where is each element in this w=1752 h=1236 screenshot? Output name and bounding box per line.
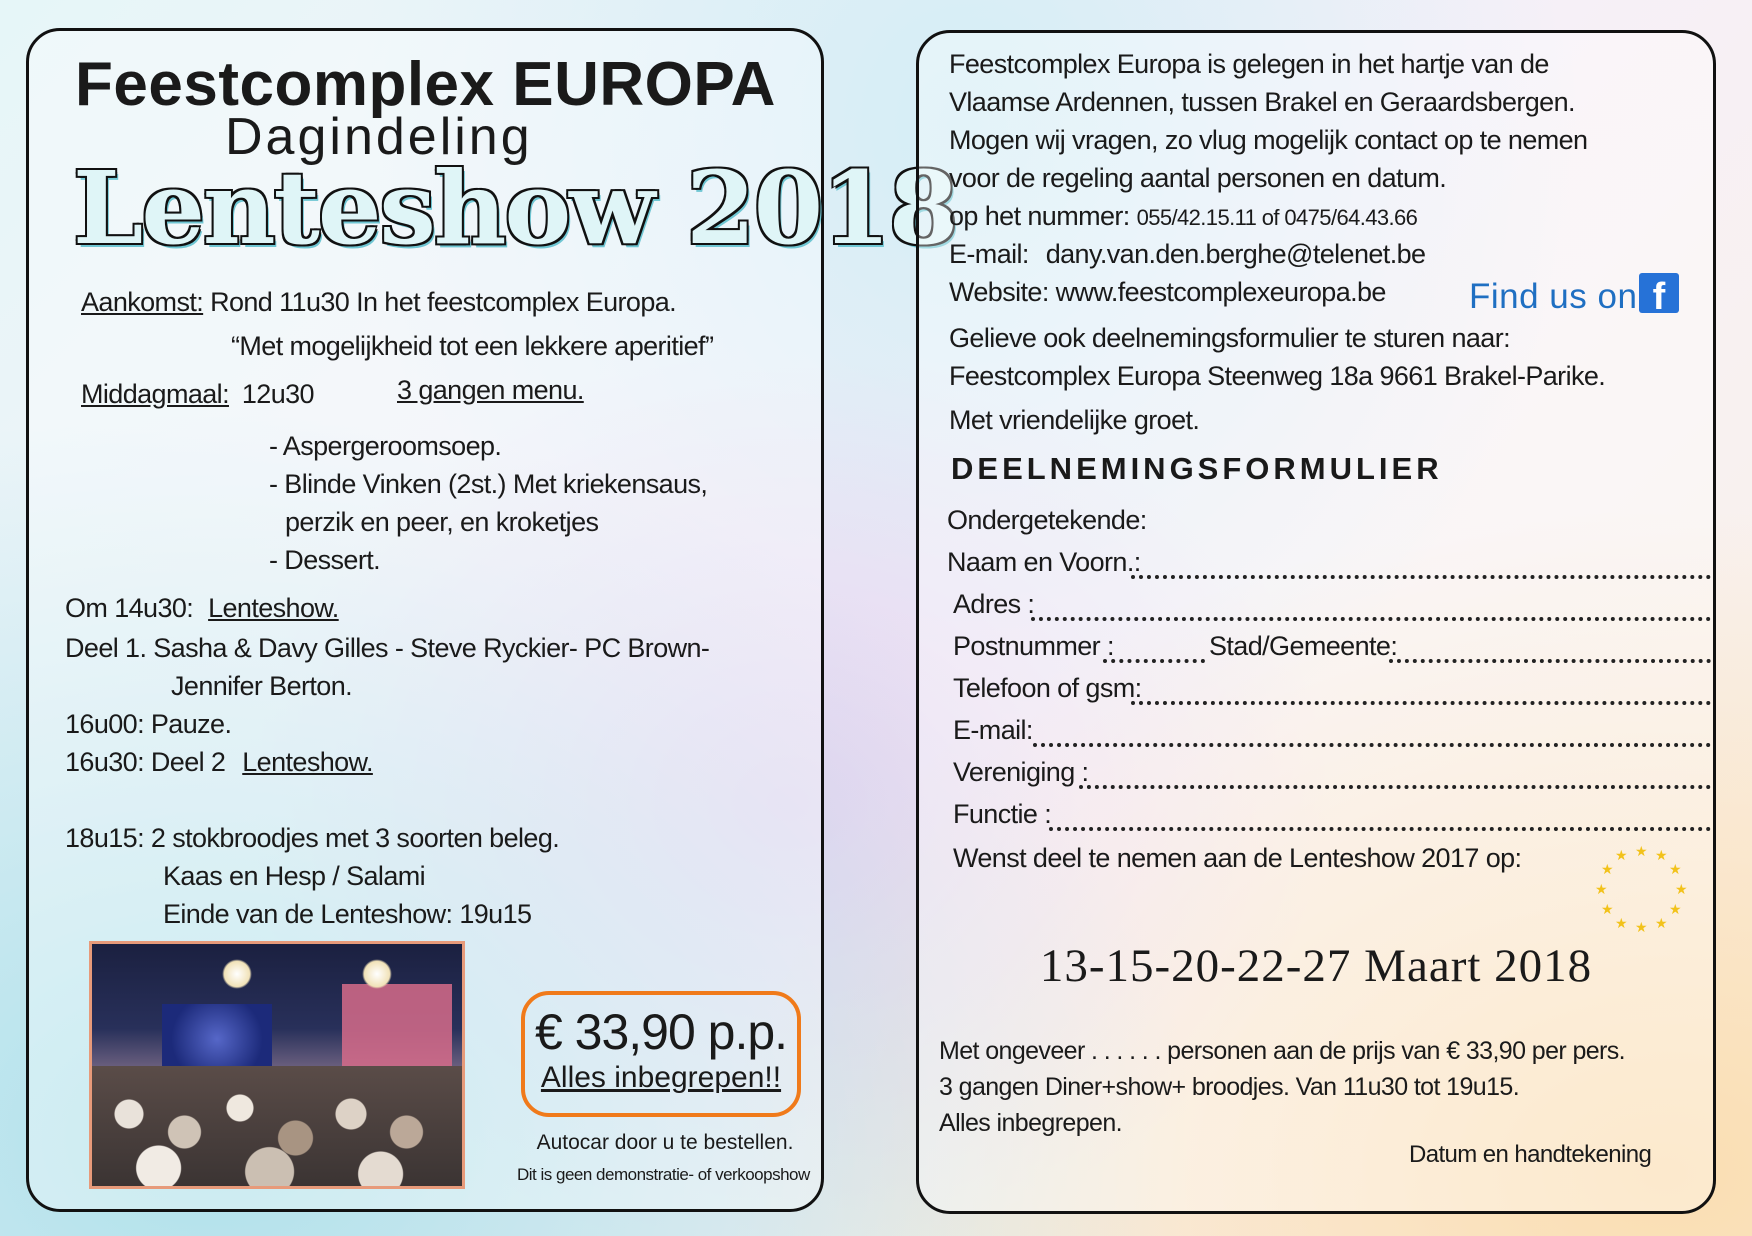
price-box (521, 991, 801, 1117)
signature-label: Datum en handtekening (1409, 1141, 1652, 1168)
show-dates: 13-15-20-22-27 Maart 2018 (1039, 940, 1593, 992)
postcode-field[interactable] (1103, 659, 1205, 663)
bottom-line: 3 gangen Diner+show+ broodjes. Van 11u30 tot 19u15. (939, 1073, 1520, 1101)
email-line: E-mail: dany.van.den.berghe@telenet.be (949, 239, 1426, 269)
name-label: Naam en Voorn.: (947, 547, 1141, 577)
participate-line: Wenst deel te nemen aan de Lenteshow 2017 op: (953, 843, 1522, 873)
arrival-label: Aankomst: (81, 287, 204, 317)
intro-line: Mogen wij vragen, zo vlug mogelijk contact op te nemen (949, 125, 1588, 155)
menu-item: - Dessert. (269, 545, 381, 575)
club-field[interactable] (1079, 785, 1711, 789)
postcode-label: Postnummer : (953, 631, 1114, 661)
club-label: Vereniging : (953, 757, 1089, 787)
find-us-text[interactable]: Find us on (1469, 277, 1638, 316)
email-field[interactable] (1033, 743, 1711, 747)
disclaimer: Dit is geen demonstratie- of verkoopshow (517, 1165, 810, 1184)
arrival-text: Rond 11u30 In het feestcomplex Europa. (210, 287, 677, 317)
program-subtitle: Dagindeling (225, 108, 533, 166)
price-subtext: Alles inbegrepen!! (540, 1061, 782, 1094)
part1-line: Deel 1. Sasha & Davy Gilles - Steve Ryckier- PC Brown- (65, 633, 710, 663)
address-line: Feestcomplex Europa Steenweg 18a 9661 Brakel-Parike. (949, 361, 1606, 391)
phone-field[interactable] (1131, 701, 1711, 705)
website-link[interactable]: www.feestcomplexeuropa.be (1055, 277, 1386, 307)
undersigned-label: Ondergetekende: (947, 505, 1147, 535)
price-text: € 33,90 p.p. (534, 1004, 788, 1060)
greeting: Met vriendelijke groet. (949, 405, 1200, 435)
function-label: Functie : (953, 799, 1052, 829)
program-panel (26, 28, 957, 1212)
arrival-line (81, 287, 676, 318)
order-panel (916, 30, 1716, 1214)
address-label: Adres : (953, 589, 1035, 619)
intro-line: Vlaamse Ardennen, tussen Brakel en Geraardsbergen. (949, 87, 1575, 117)
show-title: Lenteshow 2018 (73, 149, 957, 267)
evening-line: 18u15: 2 stokbroodjes met 3 soorten beleg. (65, 823, 560, 853)
intro-line: Feestcomplex Europa is gelegen in het hartje van de (949, 49, 1549, 79)
send-line: Gelieve ook deelnemingsformulier te sturen naar: (949, 323, 1511, 353)
menu-item: - Blinde Vinken (2st.) Met kriekensaus, (269, 469, 708, 499)
menu-item: perzik en peer, en kroketjes (285, 507, 599, 537)
venue-title: Feestcomplex EUROPA (75, 50, 776, 119)
city-field[interactable] (1389, 659, 1711, 663)
intro-line: voor de regeling aantal personen en datum. (949, 163, 1447, 193)
email-label: E-mail: (953, 715, 1033, 745)
end-line: Einde van de Lenteshow: 19u15 (163, 899, 532, 929)
aperitif-note: “Met mogelijkheid tot een lekkere aperitief” (231, 331, 714, 361)
email-link[interactable]: dany.van.den.berghe@telenet.be (1045, 239, 1426, 269)
function-field[interactable] (1049, 827, 1711, 831)
pause-line: 16u00: Pauze. (65, 709, 232, 739)
menu-item: - Aspergeroomsoep. (269, 431, 502, 461)
bottom-line: Met ongeveer . . . . . . personen aan de prijs van € 33,90 per pers. (939, 1037, 1626, 1065)
address-field[interactable] (1031, 617, 1711, 621)
evening-continued: Kaas en Hesp / Salami (163, 861, 426, 891)
lunch-label: Middagmaal: 12u30 (81, 379, 314, 409)
menu-label: 3 gangen menu. (397, 375, 584, 405)
eu-stars-icon: ★ ★ ★ ★ ★ ★ ★ ★ ★ ★ ★ ★ (1595, 843, 1688, 935)
phone-line: op het nummer: 055/42.15.11 of 0475/64.43.66 (949, 201, 1418, 231)
website-line: Website: www.feestcomplexeuropa.be (949, 277, 1386, 307)
bottom-line: Alles inbegrepen. (939, 1109, 1122, 1137)
city-label: Stad/Gemeente: (1209, 631, 1398, 661)
bus-note: Autocar door u te bestellen. (536, 1131, 794, 1154)
form-title: DEELNEMINGSFORMULIER (951, 451, 1443, 486)
name-field[interactable] (1131, 575, 1711, 579)
show-start: Om 14u30: Lenteshow. (65, 593, 339, 623)
facebook-icon[interactable]: f (1639, 273, 1679, 313)
part1-continued: Jennifer Berton. (171, 671, 353, 701)
part2-line: 16u30: Deel 2 Lenteshow. (65, 747, 373, 777)
phone-label: Telefoon of gsm: (953, 673, 1142, 703)
